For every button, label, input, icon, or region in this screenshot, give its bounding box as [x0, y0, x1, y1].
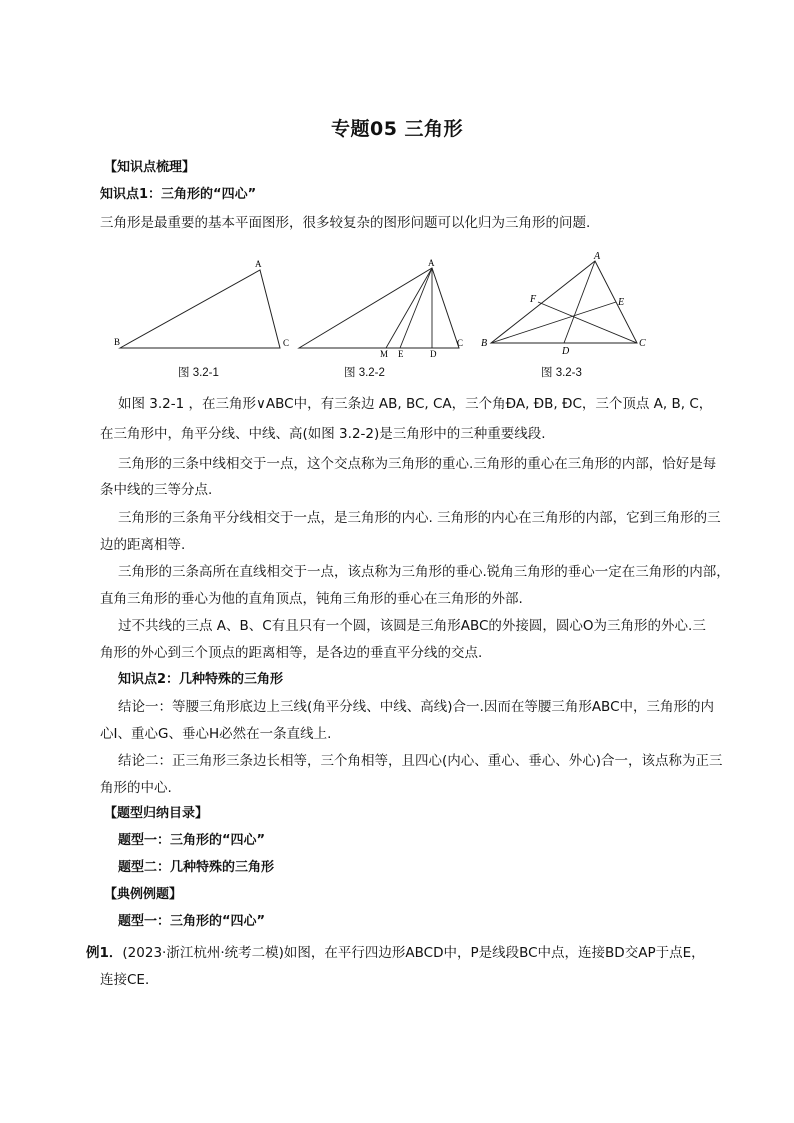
kp2-title: 知识点2：几种特殊的三角形	[118, 672, 284, 687]
fig3-label-c: C	[639, 338, 646, 349]
figure-3-2-1	[112, 255, 297, 355]
paragraph-4-line-2: 直角三角形的垂心为他的直角顶点，钝角三角形的垂心在三角形的外部.	[100, 591, 523, 607]
paragraph-2-line-1: 三角形的三条中线相交于一点，这个交点称为三角形的重心.三角形的重心在三角形的内部，恰好是每	[118, 456, 717, 472]
fig2-label-m: M	[380, 349, 389, 358]
conclusion-1-line-1: 结论一：等腰三角形底边上三线(角平分线、中线、高线)合一.因而在等腰三角形ABC中，三角形的内	[118, 699, 715, 715]
fig1-label-b: B	[114, 337, 121, 347]
example-1-label: 例1．	[86, 945, 123, 961]
conclusion-2-line-2: 角形的中心.	[100, 780, 172, 796]
intro-text: 三角形是最重要的基本平面图形，很多较复杂的图形问题可以化归为三角形的问题.	[100, 215, 591, 231]
type-1-title: 题型一：三角形的“四心”	[118, 833, 266, 848]
fig2-label-a: A	[428, 258, 435, 268]
conclusion-2-line-1: 结论二：正三角形三条边长相等，三个角相等，且四心(内心、重心、垂心、外心)合一，该点称为正三	[118, 753, 723, 769]
fig3-label-e: E	[618, 297, 625, 308]
fig3-label-d: D	[562, 346, 570, 357]
fig2-label-e: E	[398, 349, 404, 358]
page-title: 专题05 三角形	[330, 118, 464, 140]
fig1-label-c: C	[283, 338, 290, 348]
examples-header: 【典例例题】	[104, 887, 183, 902]
paragraph-1-line-2: 在三角形中，角平分线、中线、高(如图 3.2-2)是三角形中的三种重要线段.	[100, 426, 546, 442]
catalog-header: 【题型归纳目录】	[104, 806, 209, 821]
conclusion-1-line-2: 心I、重心G、垂心H必然在一条直线上.	[100, 726, 332, 742]
fig2-label-c: C	[457, 338, 464, 348]
type-2-title: 题型二：几种特殊的三角形	[118, 860, 275, 875]
fig2-label-d: D	[430, 349, 437, 358]
fig3-label-a: A	[594, 251, 601, 262]
paragraph-4-line-1: 三角形的三条高所在直线相交于一点，该点称为三角形的垂心.锐角三角形的垂心一定在三角形的内部，	[118, 564, 730, 580]
fig1-caption: 图 3.2-1	[178, 367, 219, 379]
figure-3-2-3	[478, 250, 658, 360]
fig3-label-f: F	[530, 294, 537, 305]
paragraph-5-line-1: 过不共线的三点 A、B、C有且只有一个圆，该圆是三角形ABC的外接圆，圆心O为三角形的外心.三	[118, 618, 706, 634]
example-1-line-2: 连接CE．	[100, 972, 159, 988]
paragraph-1-line-1: 如图 3.2-1 ，在三角形∨ABC中，有三条边 AB, BC, CA，三个角ÐA, ÐB, ÐC，三个顶点 A, B, C，	[118, 396, 713, 412]
fig3-label-b: B	[481, 338, 488, 349]
section-header: 【知识点梳理】	[104, 160, 196, 175]
paragraph-2-line-2: 条中线的三等分点.	[100, 482, 213, 498]
fig2-caption: 图 3.2-2	[344, 367, 385, 379]
kp1-title: 知识点1：三角形的“四心”	[100, 187, 257, 202]
example-1-text: (2023·浙江杭州·统考二模)如图，在平行四边形ABCD中，P是线段BC中点，连接BD交AP于点E，	[122, 945, 705, 961]
paragraph-3-line-1: 三角形的三条角平分线相交于一点，是三角形的内心. 三角形的内心在三角形的内部，它到三角形的三	[118, 510, 721, 526]
figure-3-2-2	[294, 258, 474, 358]
type-1-repeat-title: 题型一：三角形的“四心”	[118, 914, 266, 929]
paragraph-5-line-2: 角形的外心到三个顶点的距离相等，是各边的垂直平分线的交点.	[100, 645, 483, 661]
example-1-line-1	[86, 943, 706, 963]
paragraph-3-line-2: 边的距离相等.	[100, 537, 186, 553]
fig3-caption: 图 3.2-3	[541, 367, 582, 379]
fig1-label-a: A	[255, 259, 262, 269]
